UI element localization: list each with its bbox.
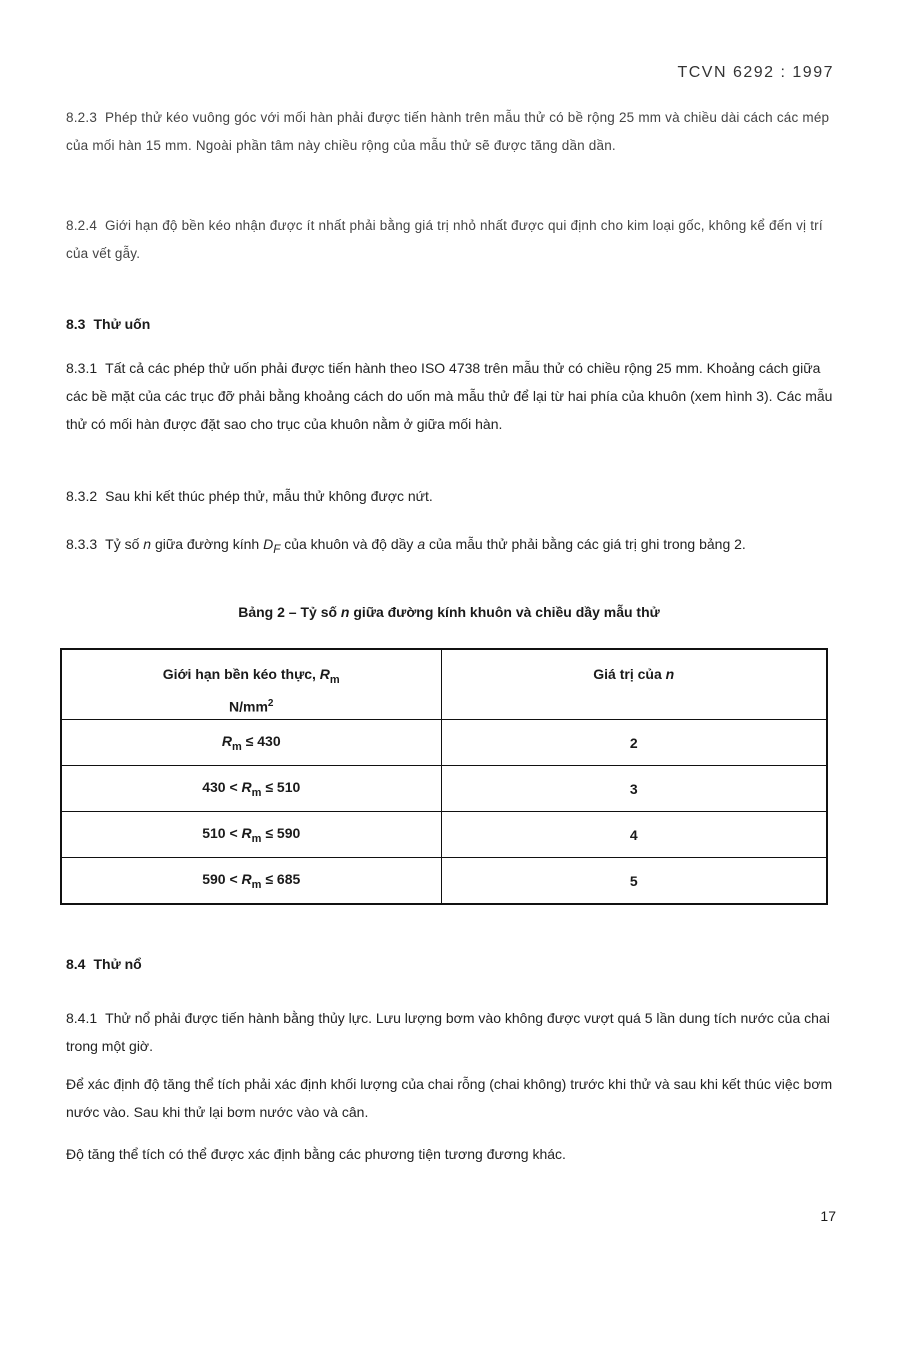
n-value: 5: [629, 872, 638, 889]
range-operator: ≤: [265, 779, 274, 796]
section-heading-8-3: [66, 316, 150, 332]
n-value-cell: [441, 766, 827, 812]
paragraph-number: 8.3.2: [66, 488, 98, 504]
variable-subscript: m: [251, 878, 262, 891]
range-operator: ≤: [265, 870, 274, 887]
range-upper: 510: [276, 779, 301, 796]
variable-subscript: m: [251, 832, 262, 845]
section-number: 8.4: [66, 956, 86, 972]
ratio-table: [60, 648, 828, 905]
table-header-row: [61, 649, 827, 720]
range-upper: 590: [276, 825, 301, 842]
variable-symbol: D: [263, 536, 274, 552]
range-lower: 510 <: [202, 825, 238, 842]
rm-symbol: [241, 779, 262, 799]
section-number: 8.3: [66, 316, 86, 332]
variable-subscript: F: [273, 542, 281, 556]
table-row: [61, 812, 827, 858]
variable-subscript: m: [232, 740, 242, 753]
variable-symbol: R: [319, 666, 330, 682]
paragraph-number: 8.2.4: [66, 218, 98, 233]
rm-symbol: [241, 870, 262, 891]
paragraph-8-3-2: [66, 482, 838, 510]
section-title: Thử nổ: [93, 956, 142, 972]
tensile-range-cell: [61, 858, 441, 904]
header-text: Giới hạn bền kéo thực,: [162, 666, 316, 682]
variable-symbol: R: [241, 870, 252, 887]
paragraph-text: Tỷ số: [105, 536, 140, 552]
range-lower: 590 <: [202, 870, 238, 887]
caption-text: Bảng 2 – Tỷ số: [238, 604, 338, 620]
variable-a: a: [417, 536, 426, 552]
paragraph-text: Phép thử kéo vuông góc với mối hàn phải được tiến hành trên mẫu thử có bề rộng 25 mm và chiều dài cách các mép của mối hàn 15 mm. Ngoài phần tâm này chiều rộng của mẫu thử sẽ được tăng dần dần.: [66, 110, 830, 153]
tensile-range-cell: [61, 766, 441, 812]
column-header-n-value: [441, 649, 827, 720]
variable-subscript: m: [329, 673, 340, 686]
range-upper: 430: [257, 733, 281, 750]
unit-superscript: 2: [267, 697, 274, 709]
paragraph-8-3-1: [66, 354, 838, 438]
paragraph-equivalent-means: [66, 1140, 838, 1168]
paragraph-text: Sau khi kết thúc phép thử, mẫu thử không được nứt.: [105, 488, 433, 504]
table-row: [61, 720, 827, 766]
header-text: Giá trị của: [593, 666, 662, 682]
paragraph-text: Độ tăng thể tích có thể được xác định bằng các phương tiện tương đương khác.: [66, 1146, 566, 1162]
variable-symbol: R: [221, 733, 232, 750]
caption-variable: n: [340, 604, 350, 620]
paragraph-8-3-3: [66, 530, 838, 564]
table-row: [61, 858, 827, 904]
n-value: 4: [629, 826, 638, 843]
tensile-range-cell: [61, 812, 441, 858]
rm-symbol: [241, 825, 262, 845]
n-value-cell: [441, 858, 827, 904]
n-value-cell: [441, 812, 827, 858]
table-body: [61, 720, 827, 904]
paragraph-number: 8.3.1: [66, 360, 98, 376]
variable-subscript: m: [251, 786, 262, 799]
paragraph-text: Giới hạn độ bền kéo nhận được ít nhất phải bằng giá trị nhỏ nhất được qui định cho kim loại gốc, không kể đến vị trí của vết gẫy.: [66, 218, 823, 261]
range-lower: 430 <: [202, 779, 238, 796]
table-caption: [0, 604, 898, 620]
rm-symbol: [221, 733, 242, 753]
paragraph-8-2-3: [66, 104, 838, 160]
paragraph-number: 8.2.3: [66, 110, 98, 125]
variable-symbol: R: [241, 825, 252, 842]
tensile-range-cell: [61, 720, 441, 766]
header-variable: [319, 666, 340, 686]
header-variable: n: [665, 666, 675, 682]
section-heading-8-4: [66, 956, 142, 972]
n-value-cell: [441, 720, 827, 766]
paragraph-8-4-1: [66, 1004, 838, 1060]
n-value: 3: [629, 780, 638, 797]
paragraph-text: Thử nổ phải được tiến hành bằng thủy lực. Lưu lượng bơm vào không được vượt quá 5 lần dung tích nước của chai trong một giờ.: [66, 1010, 830, 1054]
variable-df: [263, 536, 281, 556]
range-operator: ≤: [245, 733, 254, 750]
range-upper: 685: [276, 870, 301, 887]
caption-text: giữa đường kính khuôn và chiều dầy mẫu thử: [353, 604, 660, 620]
paragraph-text: Tất cả các phép thử uốn phải được tiến hành theo ISO 4738 trên mẫu thử có chiều rộng 25 mm. Khoảng cách giữa các bề mặt của các trục đỡ phải bằng khoảng cách do uốn mà mẫu thử để lại từ hai phía của khuôn (xem hình 3). Các mẫu thử có mối hàn được đặt sao cho trục của khuôn nằm ở giữa mối hàn.: [66, 360, 833, 432]
paragraph-volume-increase: [66, 1070, 838, 1126]
n-value: 2: [629, 734, 638, 751]
paragraph-text: của khuôn và độ dầy: [284, 536, 414, 552]
standard-code: TCVN 6292 : 1997: [677, 64, 834, 81]
range-operator: ≤: [265, 825, 274, 842]
variable-n: n: [143, 536, 152, 552]
variable-symbol: R: [241, 779, 252, 796]
page-number: 17: [820, 1208, 836, 1224]
column-header-tensile-strength: [61, 649, 441, 720]
paragraph-8-2-4: [66, 212, 838, 268]
paragraph-number: 8.3.3: [66, 536, 98, 552]
paragraph-text: Để xác định độ tăng thể tích phải xác định khối lượng của chai rỗng (chai không) trước khi thử và sau khi kết thúc việc bơm nước vào. Sau khi thử lại bơm nước vào và cân.: [66, 1076, 833, 1120]
paragraph-text: giữa đường kính: [154, 536, 260, 552]
table-row: [61, 766, 827, 812]
section-title: Thử uốn: [93, 316, 151, 332]
paragraph-number: 8.4.1: [66, 1010, 98, 1026]
header-unit: N/mm: [229, 698, 268, 715]
paragraph-text: của mẫu thử phải bằng các giá trị ghi trong bảng 2.: [429, 536, 746, 552]
